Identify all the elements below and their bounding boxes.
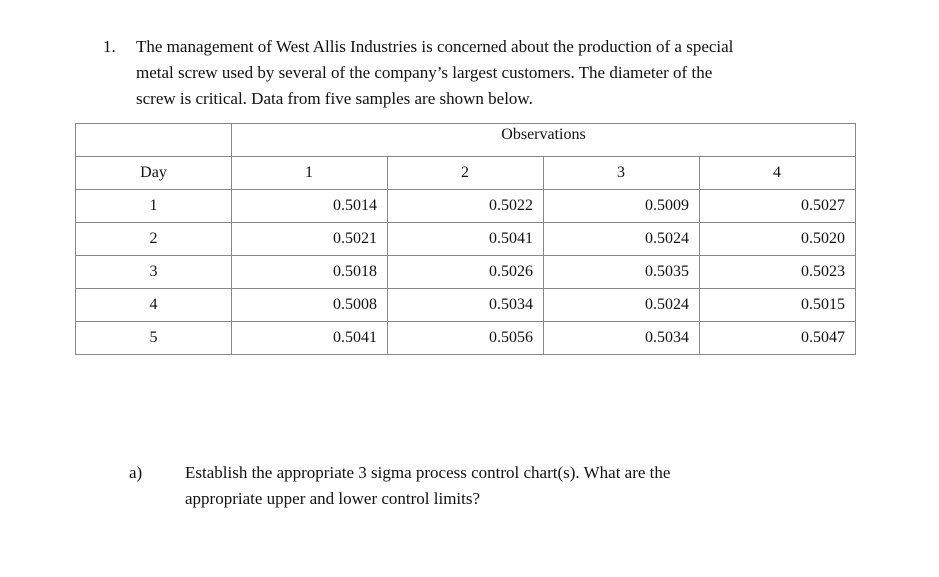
obs-header-4: 4: [773, 164, 781, 181]
observations-header: Observations: [232, 124, 856, 157]
value-cell: 0.5056: [388, 322, 544, 355]
obs-header-3: 3: [617, 164, 625, 181]
day-cell: 3: [76, 256, 232, 289]
day-header: Day: [76, 157, 232, 190]
value-cell: 0.5034: [388, 289, 544, 322]
value-cell: 0.5024: [544, 223, 700, 256]
problem-number: 1.: [103, 37, 116, 56]
table-row: [76, 190, 856, 223]
problem-line: screw is critical. Data from five samples are shown below.: [136, 89, 533, 108]
value-cell: 0.5041: [388, 223, 544, 256]
obs-header-cell: [700, 157, 856, 190]
problem-line: metal screw used by several of the company’s largest customers. The diameter of the: [136, 63, 713, 82]
value-cell: 0.5027: [700, 190, 856, 223]
question-a-text: [185, 460, 805, 512]
value-cell: 0.5020: [700, 223, 856, 256]
value-cell: 0.5022: [388, 190, 544, 223]
value-cell: 0.5015: [700, 289, 856, 322]
table-row: [76, 289, 856, 322]
table-row: [76, 223, 856, 256]
question-line: Establish the appropriate 3 sigma process control chart(s). What are the: [185, 463, 671, 482]
obs-header-cell: [388, 157, 544, 190]
obs-header-cell: [544, 157, 700, 190]
problem-line: The management of West Allis Industries is concerned about the production of a special: [136, 37, 734, 56]
value-cell: 0.5008: [232, 289, 388, 322]
value-cell: 0.5014: [232, 190, 388, 223]
day-cell: 4: [76, 289, 232, 322]
value-cell: 0.5018: [232, 256, 388, 289]
value-cell: 0.5024: [544, 289, 700, 322]
question-a-label: a): [129, 463, 143, 482]
day-cell: 5: [76, 322, 232, 355]
obs-header-2: 2: [461, 164, 469, 181]
observations-table: [75, 123, 856, 355]
value-cell: 0.5035: [544, 256, 700, 289]
day-cell: 2: [76, 223, 232, 256]
value-cell: 0.5026: [388, 256, 544, 289]
table-group-header-row: [76, 124, 856, 157]
value-cell: 0.5034: [544, 322, 700, 355]
obs-header-1: 1: [305, 164, 313, 181]
table-row: [76, 322, 856, 355]
value-cell: 0.5009: [544, 190, 700, 223]
value-cell: 0.5047: [700, 322, 856, 355]
table-row: [76, 256, 856, 289]
question-line: appropriate upper and lower control limits?: [185, 489, 481, 508]
table-header-row: [76, 157, 856, 190]
value-cell: 0.5041: [232, 322, 388, 355]
problem-statement: [136, 34, 846, 112]
table-corner-cell: [76, 124, 232, 157]
value-cell: 0.5021: [232, 223, 388, 256]
value-cell: 0.5023: [700, 256, 856, 289]
day-cell: 1: [76, 190, 232, 223]
obs-header-cell: [232, 157, 388, 190]
